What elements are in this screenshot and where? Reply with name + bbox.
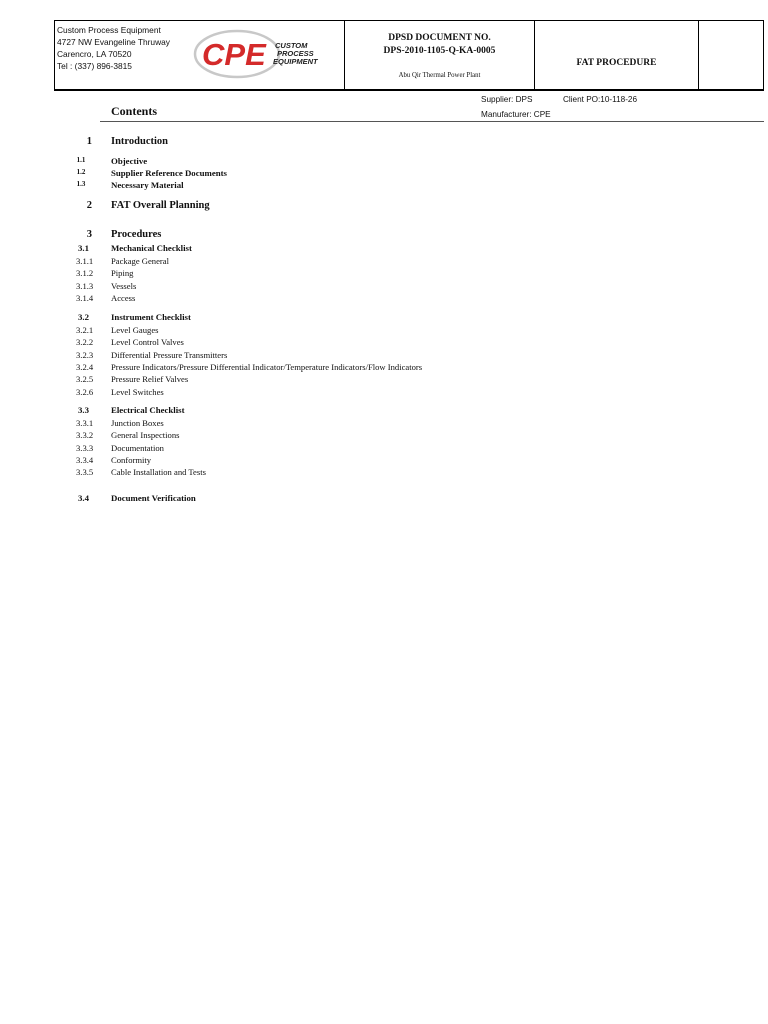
- toc-title: Piping: [111, 268, 134, 278]
- document-number-label: DPSD DOCUMENT NO.: [388, 33, 491, 43]
- toc-title: Objective: [111, 156, 148, 166]
- toc-number: 3.3.4: [76, 455, 94, 465]
- company-street: 4727 NW Evangeline Thruway: [57, 37, 170, 47]
- toc-number: 3.3.5: [76, 467, 94, 477]
- toc-title: Package General: [111, 256, 169, 266]
- toc-number: 3.1.4: [76, 293, 94, 303]
- toc-number: 3.2.3: [76, 350, 94, 360]
- toc-number: 3.2.2: [76, 337, 94, 347]
- toc-title: Electrical Checklist: [111, 405, 185, 415]
- toc-number: 3.3.3: [76, 443, 94, 453]
- toc-number: 3: [86, 229, 92, 240]
- toc-number: 3.2.4: [76, 362, 94, 372]
- logo-line-1: CUSTOM: [275, 41, 308, 50]
- toc-number: 3.4: [78, 493, 89, 503]
- company-phone: Tel : (337) 896-3815: [57, 61, 132, 71]
- toc-title: Level Switches: [111, 387, 164, 397]
- toc-title: Differential Pressure Transmitters: [111, 350, 228, 360]
- document-title: FAT PROCEDURE: [576, 58, 657, 68]
- client-po-label: Client PO:10-118-26: [563, 95, 638, 104]
- toc-title: General Inspections: [111, 430, 180, 440]
- toc-number: 1: [86, 136, 92, 147]
- document-number: DPS-2010-1105-Q-KA-0005: [383, 46, 496, 56]
- logo-line-3: EQUIPMENT: [273, 57, 318, 66]
- toc-title: Mechanical Checklist: [111, 243, 192, 253]
- toc-title: Instrument Checklist: [111, 312, 191, 322]
- toc-title: Vessels: [111, 281, 137, 291]
- toc-number: 3.3: [78, 405, 89, 415]
- company-name: Custom Process Equipment: [57, 25, 161, 35]
- toc-number: 3.1.1: [76, 256, 94, 266]
- toc-title: Access: [111, 293, 136, 303]
- logo-mark: CPE: [202, 37, 266, 72]
- toc-title: Cable Installation and Tests: [111, 467, 206, 477]
- toc-title: Pressure Relief Valves: [111, 374, 189, 384]
- toc-title: Pressure Indicators/Pressure Differential Indicator/Temperature Indicators/Flow Indicators: [111, 362, 423, 372]
- toc-number: 1.1: [76, 156, 86, 164]
- toc-title: Conformity: [111, 455, 152, 465]
- toc-number: 3.1: [78, 243, 89, 253]
- toc-title: FAT Overall Planning: [111, 200, 210, 211]
- toc-number: 3.2.5: [76, 374, 94, 384]
- toc-title: Supplier Reference Documents: [111, 168, 227, 178]
- manufacturer-label: Manufacturer: CPE: [481, 110, 551, 119]
- toc-title: Introduction: [111, 136, 168, 147]
- toc-number: 3.1.2: [76, 268, 94, 278]
- toc-number: 3.1.3: [76, 281, 94, 291]
- toc-title: Level Control Valves: [111, 337, 184, 347]
- toc-number: 3.2.6: [76, 387, 94, 397]
- toc-number: 1.3: [76, 180, 86, 188]
- toc-number: 3.3.1: [76, 418, 94, 428]
- toc-number: 2: [86, 200, 92, 211]
- company-city: Carencro, LA 70520: [57, 49, 132, 59]
- toc-title: Document Verification: [111, 493, 196, 503]
- toc-number: 1.2: [76, 168, 86, 176]
- toc-number: 3.2.1: [76, 325, 94, 335]
- toc-title: Junction Boxes: [111, 418, 164, 428]
- logo-line-2: PROCESS: [277, 49, 314, 58]
- toc-number: 3.3.2: [76, 430, 94, 440]
- toc-title: Documentation: [111, 443, 164, 453]
- contents-heading: Contents: [111, 104, 158, 118]
- supplier-label: Supplier: DPS: [481, 95, 533, 104]
- toc-number: 3.2: [78, 312, 89, 322]
- toc-title: Necessary Material: [111, 180, 184, 190]
- plant-name: Abu Qir Thermal Power Plant: [398, 72, 481, 79]
- toc-title: Level Gauges: [111, 325, 159, 335]
- toc-title: Procedures: [111, 229, 162, 240]
